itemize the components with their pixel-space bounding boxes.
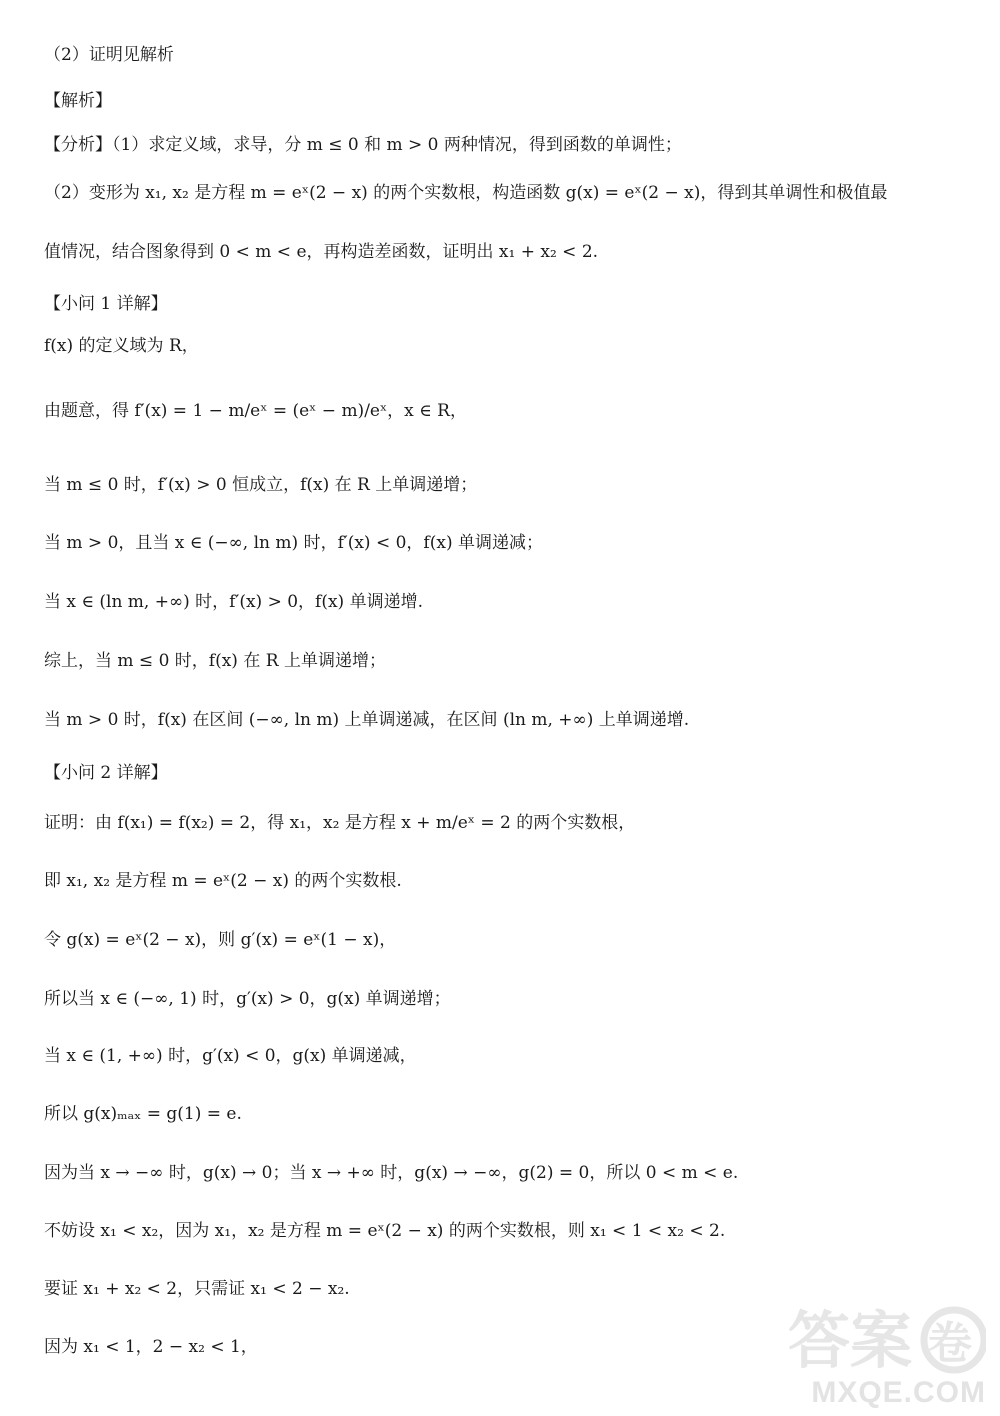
q2-define-g: 令 g(x) = eˣ(2 − x)，则 g′(x) = eˣ(1 − x)， — [44, 930, 397, 950]
q2-g-max: 所以 g(x)ₘₐₓ = g(1) = e. — [44, 1104, 242, 1124]
q2-proof-start: 证明：由 f(x₁) = f(x₂) = 2，得 x₁，x₂ 是方程 x + m/eˣ = 2 的两个实数根， — [44, 813, 636, 833]
section-q1: 【小问 1 详解】 — [44, 294, 168, 314]
watermark-url: MXQE.COM — [811, 1376, 986, 1409]
q2-g-increasing: 所以当 x ∈ (−∞, 1) 时，g′(x) > 0，g(x) 单调递增； — [44, 989, 451, 1009]
q2-assume-order: 不妨设 x₁ < x₂，因为 x₁，x₂ 是方程 m = eˣ(2 − x) 的两个实数根，则 x₁ < 1 < x₂ < 2. — [44, 1221, 726, 1241]
watermark — [786, 1290, 986, 1410]
q1-case-m-pos-dec: 当 m > 0，且当 x ∈ (−∞, ln m) 时，f′(x) < 0，f(x) 单调递减； — [44, 533, 543, 553]
q1-derivative: 由题意，得 f′(x) = 1 − m/eˣ = (eˣ − m)/eˣ，x ∈ R， — [44, 401, 467, 421]
section-q2: 【小问 2 详解】 — [44, 763, 168, 783]
q2-bounds: 因为 x₁ < 1，2 − x₂ < 1， — [44, 1337, 258, 1357]
q1-summary-2: 当 m > 0 时，f(x) 在区间 (−∞, ln m) 上单调递减，在区间 (ln m, +∞) 上单调递增. — [44, 710, 690, 730]
q1-domain: f(x) 的定义域为 R， — [44, 336, 199, 356]
analysis-line-3: 值情况，结合图象得到 0 < m < e，再构造差函数，证明出 x₁ + x₂ < 2. — [44, 242, 599, 262]
q1-case-m-pos-inc: 当 x ∈ (ln m, +∞) 时，f′(x) > 0，f(x) 单调递增. — [44, 592, 423, 612]
q2-roots: 即 x₁, x₂ 是方程 m = eˣ(2 − x) 的两个实数根. — [44, 871, 402, 891]
analysis-line-2: （2）变形为 x₁, x₂ 是方程 m = eˣ(2 − x) 的两个实数根，构造函数 g(x) = eˣ(2 − x)，得到其单调性和极值最 — [44, 183, 888, 203]
section-jiexi: 【解析】 — [44, 91, 112, 111]
q1-summary-1: 综上，当 m ≤ 0 时，f(x) 在 R 上单调递增； — [44, 651, 386, 671]
svg-text:答案: 答案 — [788, 1304, 913, 1377]
analysis-line-1: 【分析】（1）求定义域，求导，分 m ≤ 0 和 m > 0 两种情况，得到函数的单调性； — [44, 135, 682, 155]
svg-text:卷: 卷 — [928, 1318, 972, 1369]
q2-g-decreasing: 当 x ∈ (1, +∞) 时，g′(x) < 0，g(x) 单调递减， — [44, 1046, 417, 1066]
watermark-logo-icon — [786, 1290, 986, 1380]
q1-case-m-nonpos: 当 m ≤ 0 时，f′(x) > 0 恒成立，f(x) 在 R 上单调递增； — [44, 475, 478, 495]
q2-limits: 因为当 x → −∞ 时，g(x) → 0；当 x → +∞ 时，g(x) → −∞，g(2) = 0，所以 0 < m < e. — [44, 1163, 739, 1183]
q2-reduce-goal: 要证 x₁ + x₂ < 2，只需证 x₁ < 2 − x₂. — [44, 1279, 350, 1299]
answer-part-2: （2）证明见解析 — [44, 45, 174, 65]
